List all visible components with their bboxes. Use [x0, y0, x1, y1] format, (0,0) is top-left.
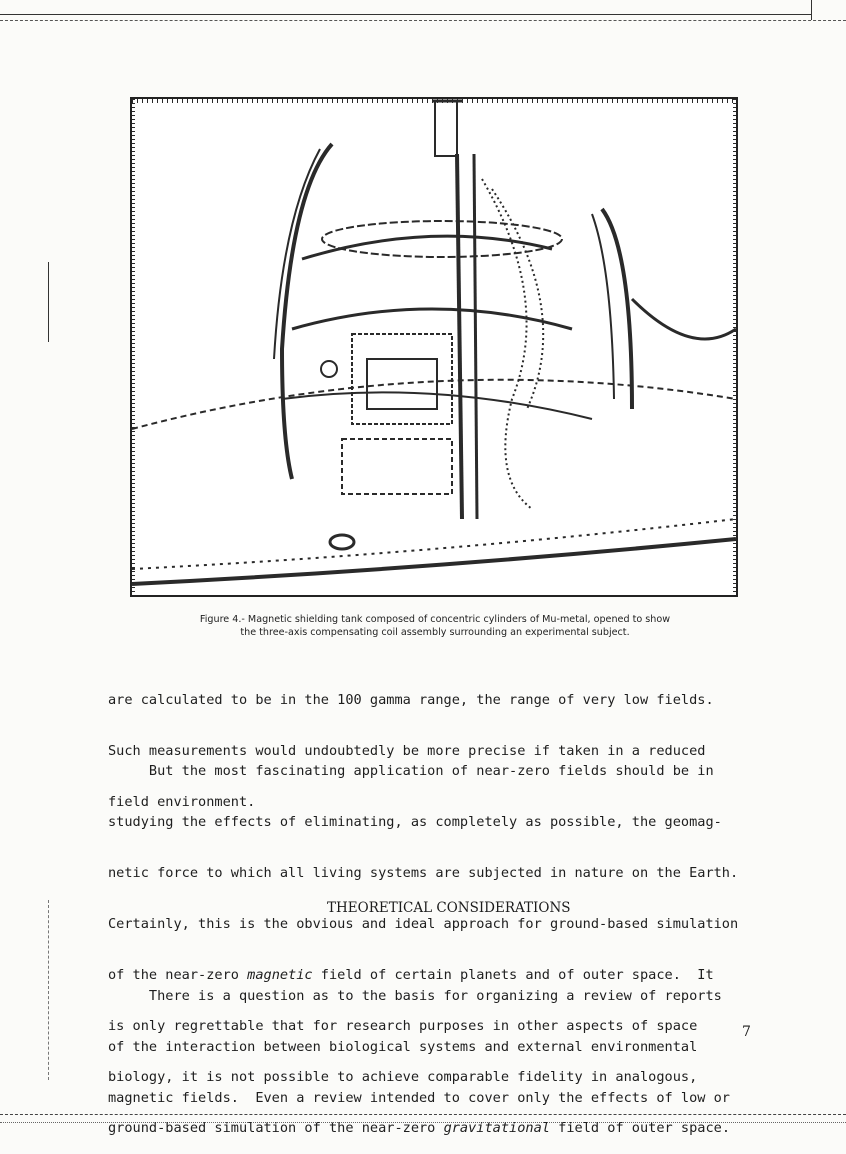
text-line: are calculated to be in the 100 gamma range, the range of very low fields.	[108, 692, 714, 708]
figure-caption	[110, 613, 760, 639]
text-line: magnetic fields. Even a review intended to cover only the effects of low or	[108, 1090, 730, 1106]
text-line: But the most fascinating application of near-zero fields should be in	[108, 763, 714, 779]
section-heading-text: THEORETICAL CONSIDERATIONS	[327, 900, 571, 916]
text-line: of the interaction between biological systems and external environmental	[108, 1039, 698, 1055]
shielding-tank-illustration	[132, 99, 736, 595]
emphasis-magnetic: magnetic	[247, 967, 313, 983]
text-line: studying the effects of eliminating, as completely as possible, the geomag-	[108, 814, 722, 830]
page-number: 7	[742, 1024, 751, 1040]
top-rule-dashed	[0, 20, 846, 21]
text-fragment: field of outer space.	[549, 1120, 731, 1136]
caption-line-2: the three-axis compensating coil assembly surrounding an experimental subject.	[240, 627, 630, 638]
text-fragment: of the near-zero	[108, 967, 248, 983]
text-fragment: ground-based simulation of the near-zero	[108, 1120, 444, 1136]
text-line: netic force to which all living systems are subjected in nature on the Earth.	[108, 865, 739, 881]
text-line: There is a question as to the basis for organizing a review of reports	[108, 988, 722, 1004]
text-fragment: field of certain planets and of outer space. It	[312, 967, 714, 983]
margin-mark	[48, 262, 49, 342]
top-rule	[0, 14, 812, 15]
margin-mark-lower	[48, 900, 49, 1080]
paragraph-3	[108, 954, 768, 1124]
figure-photo	[130, 97, 738, 597]
caption-line-1: Figure 4.- Magnetic shielding tank composed of concentric cylinders of Mu-metal, opened to show	[199, 614, 671, 625]
text-line: Such measurements would undoubtedly be more precise if taken in a reduced	[108, 743, 706, 759]
emphasis-gravitational: gravitational	[443, 1120, 550, 1136]
text-line: biology, it is not possible to achieve comparable fidelity in analogous,	[108, 1069, 698, 1085]
corner-tick	[811, 0, 812, 20]
text-line: Certainly, this is the obvious and ideal approach for ground-based simulation	[108, 916, 739, 932]
text-line: is only regrettable that for research purposes in other aspects of space	[108, 1018, 698, 1034]
text-line: field environment.	[108, 794, 256, 810]
